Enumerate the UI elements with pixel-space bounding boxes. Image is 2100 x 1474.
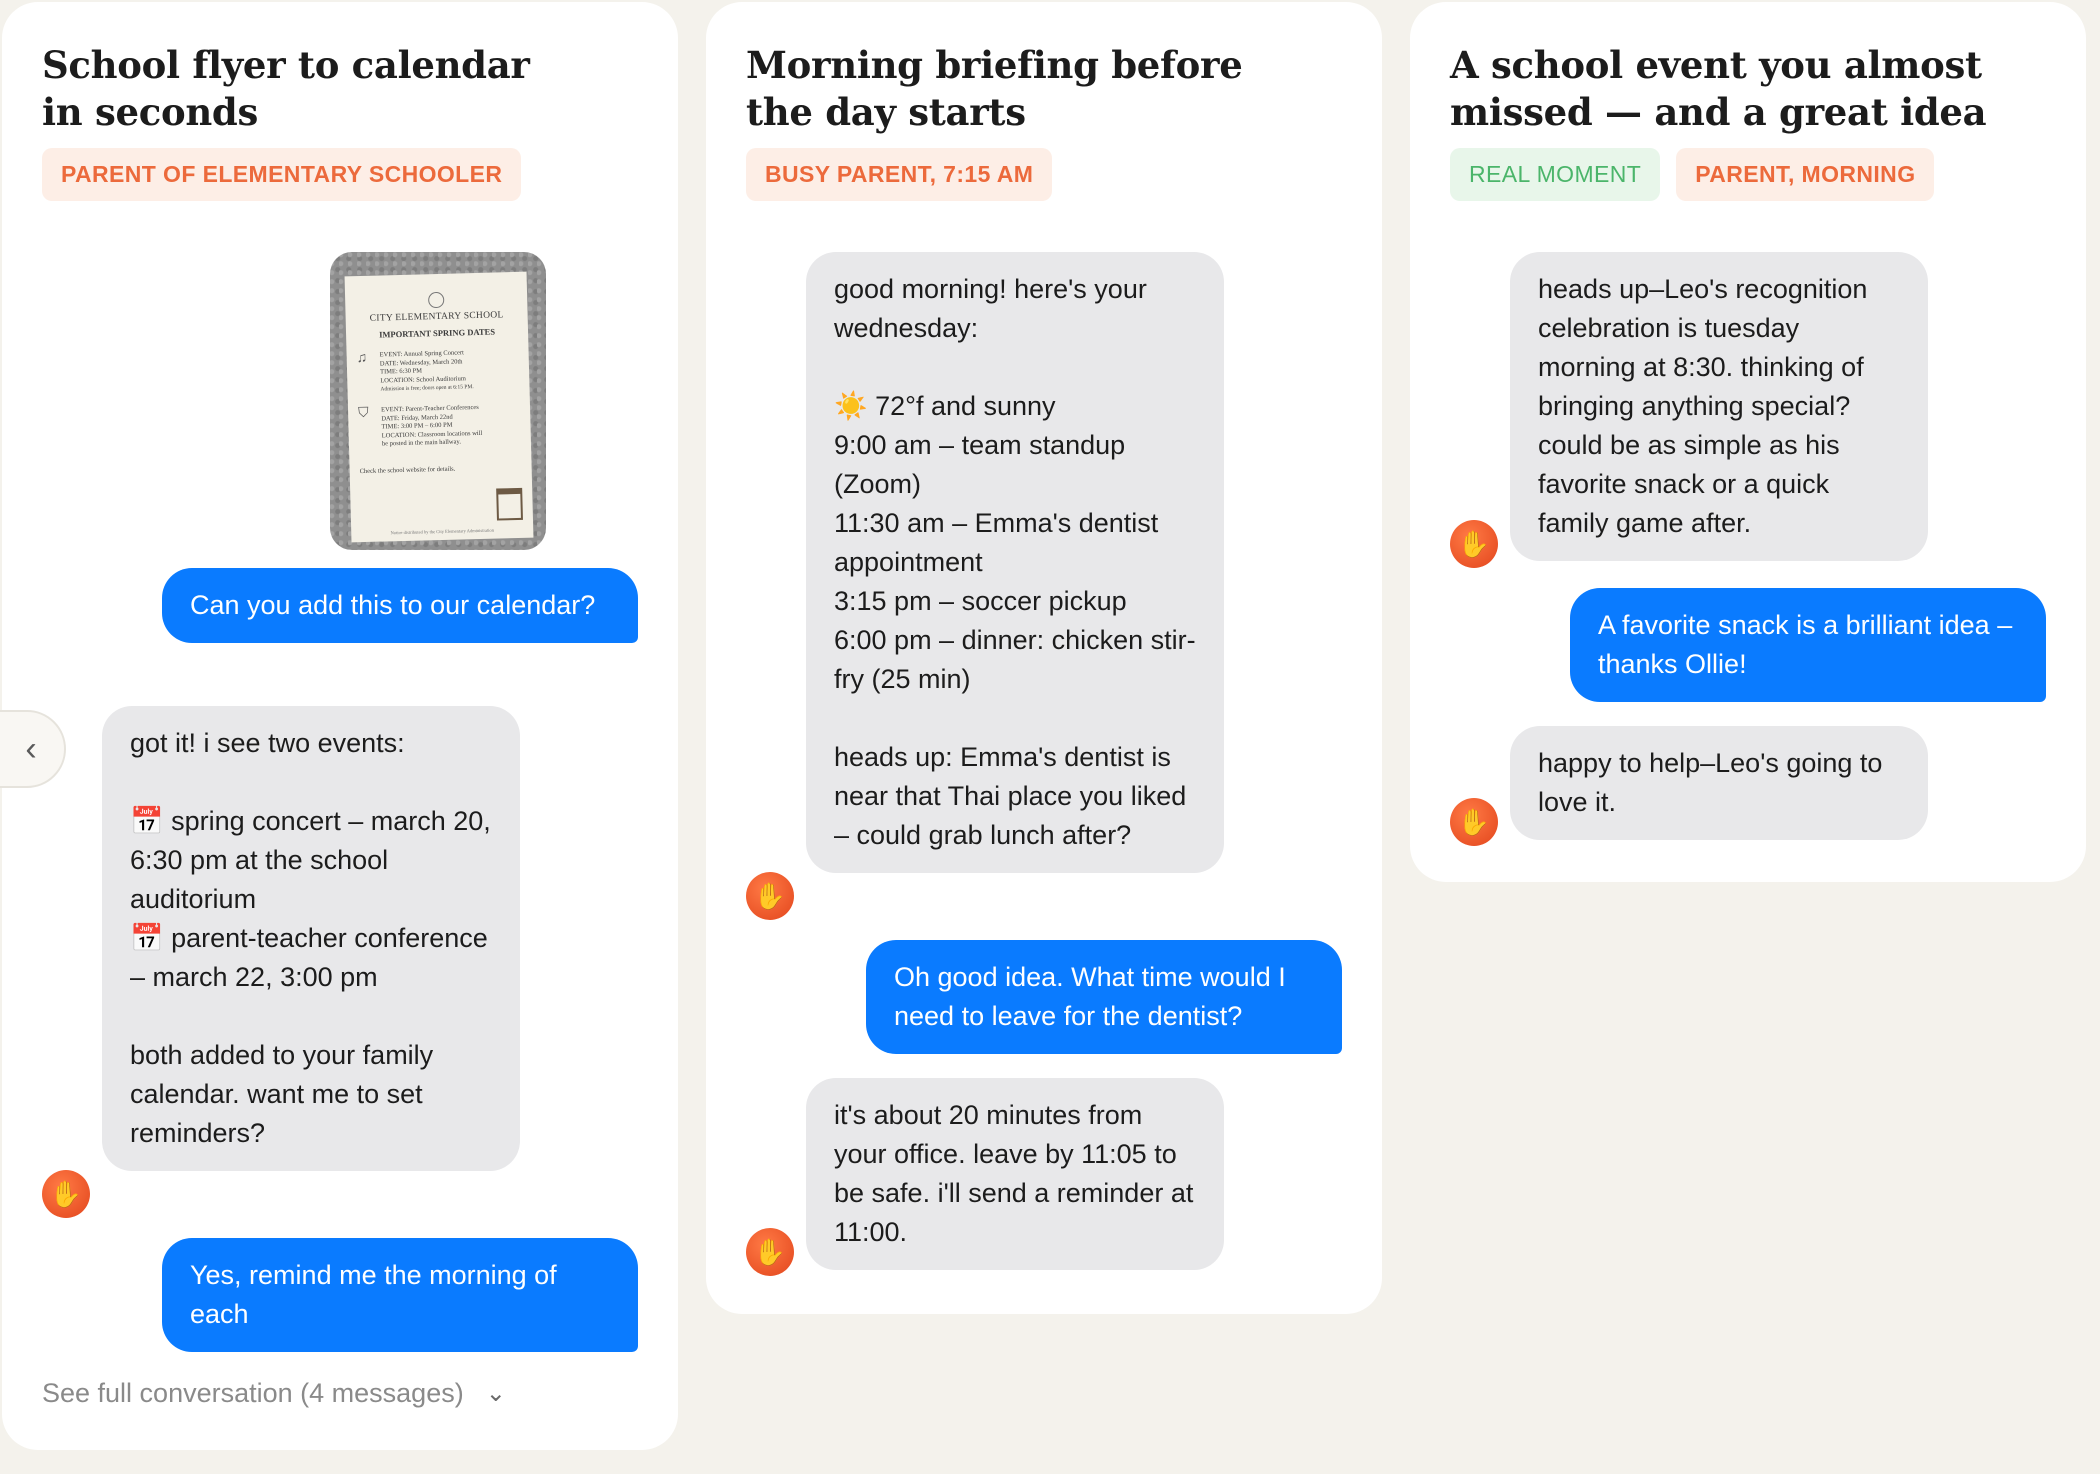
ollie-hand-icon: ✋	[746, 1228, 794, 1276]
tag-list	[746, 148, 1342, 201]
card-title: Morning briefing before the day starts	[746, 43, 1243, 134]
chevron-left-icon: ‹	[25, 729, 37, 768]
flyer-photo[interactable]	[330, 252, 546, 550]
flyer-line: EVENT: Annual Spring Concert	[379, 349, 465, 359]
desk-icon: ⛉	[357, 405, 369, 422]
story-card-school-event	[1410, 2, 2086, 882]
assistant-message: heads up–Leo's recognition celebration is tuesday morning at 8:30. thinking of bringing anything special? could be as simple as his favorite snack or a quick family game after.	[1510, 252, 1928, 561]
flyer-event	[357, 348, 520, 395]
real-moment-tag: REAL MOMENT	[1450, 148, 1660, 201]
tag-list	[42, 148, 638, 201]
see-full-label: See full conversation (4 messages)	[42, 1378, 464, 1408]
flyer-line: Admission is free; doors open at 6:15 PM.	[380, 384, 474, 393]
school-seal-icon	[428, 292, 444, 308]
flyer-line: DATE: Friday, March 22nd	[381, 413, 453, 423]
assistant-message: got it! i see two events: 📅 spring concert – march 20, 6:30 pm at the school auditorium 📅 parent-teacher conference – march 22, 3:00 pm both added to your family calendar. want me to set reminders?	[102, 706, 520, 1171]
card-title: School flyer to calendar in seconds	[42, 43, 530, 134]
assistant-message: it's about 20 minutes from your office. leave by 11:05 to be safe. i'll send a reminder at 11:00.	[806, 1078, 1224, 1270]
user-message: A favorite snack is a brilliant idea – thanks Ollie!	[1570, 588, 2046, 702]
flyer-line: LOCATION: Classroom locations will	[381, 429, 483, 440]
story-card-school-flyer	[2, 2, 678, 1450]
flyer-school: CITY ELEMENTARY SCHOOL	[369, 310, 504, 324]
flyer-paper	[345, 272, 534, 543]
flyer-line: DATE: Wednesday, March 20th	[379, 357, 463, 368]
user-message: Oh good idea. What time would I need to leave for the dentist?	[866, 940, 1342, 1054]
flyer-line: EVENT: Parent-Teacher Conferences	[380, 403, 479, 414]
persona-tag: PARENT, MORNING	[1676, 148, 1934, 201]
user-message: Yes, remind me the morning of each	[162, 1238, 638, 1352]
flyer-footer: Check the school website for details.	[359, 465, 456, 476]
ollie-hand-icon: ✋	[42, 1170, 90, 1218]
tag-list	[1450, 148, 2046, 201]
assistant-message: good morning! here's your wednesday: ☀️ 72°f and sunny 9:00 am – team standup (Zoom) 11:30 am – Emma's dentist appointment 3:15 pm – soccer pickup 6:00 pm – dinner: chicken stir-fry (25 min) heads up: Emma's dentist is near that Thai place you liked – could grab lunch after?	[806, 252, 1224, 873]
persona-tag: BUSY PARENT, 7:15 AM	[746, 148, 1052, 201]
ollie-hand-icon: ✋	[746, 872, 794, 920]
ollie-hand-icon: ✋	[1450, 798, 1498, 846]
flyer-line: be posted in the main hallway.	[381, 438, 462, 448]
see-full-conversation-link[interactable]	[42, 1378, 506, 1409]
flyer-line: TIME: 3:00 PM – 6:00 PM	[381, 421, 453, 431]
card-title: A school event you almost missed — and a great idea	[1450, 43, 1987, 134]
music-note-icon: ♫	[356, 350, 368, 367]
flyer-event	[358, 403, 521, 450]
chevron-down-icon: ⌄	[485, 1380, 506, 1407]
flyer-bottom: Notice distributed by the City Elementary Administration	[390, 527, 495, 536]
ollie-hand-icon: ✋	[1450, 520, 1498, 568]
flyer-line: TIME: 6:30 PM	[379, 367, 423, 376]
persona-tag: PARENT OF ELEMENTARY SCHOOLER	[42, 148, 521, 201]
chair-icon	[496, 488, 523, 521]
user-message: Can you add this to our calendar?	[162, 568, 638, 643]
assistant-message: happy to help–Leo's going to love it.	[1510, 726, 1928, 840]
story-card-morning-briefing	[706, 2, 1382, 1314]
flyer-line: LOCATION: School Auditorium	[380, 375, 466, 385]
flyer-heading: IMPORTANT SPRING DATES	[378, 326, 496, 340]
